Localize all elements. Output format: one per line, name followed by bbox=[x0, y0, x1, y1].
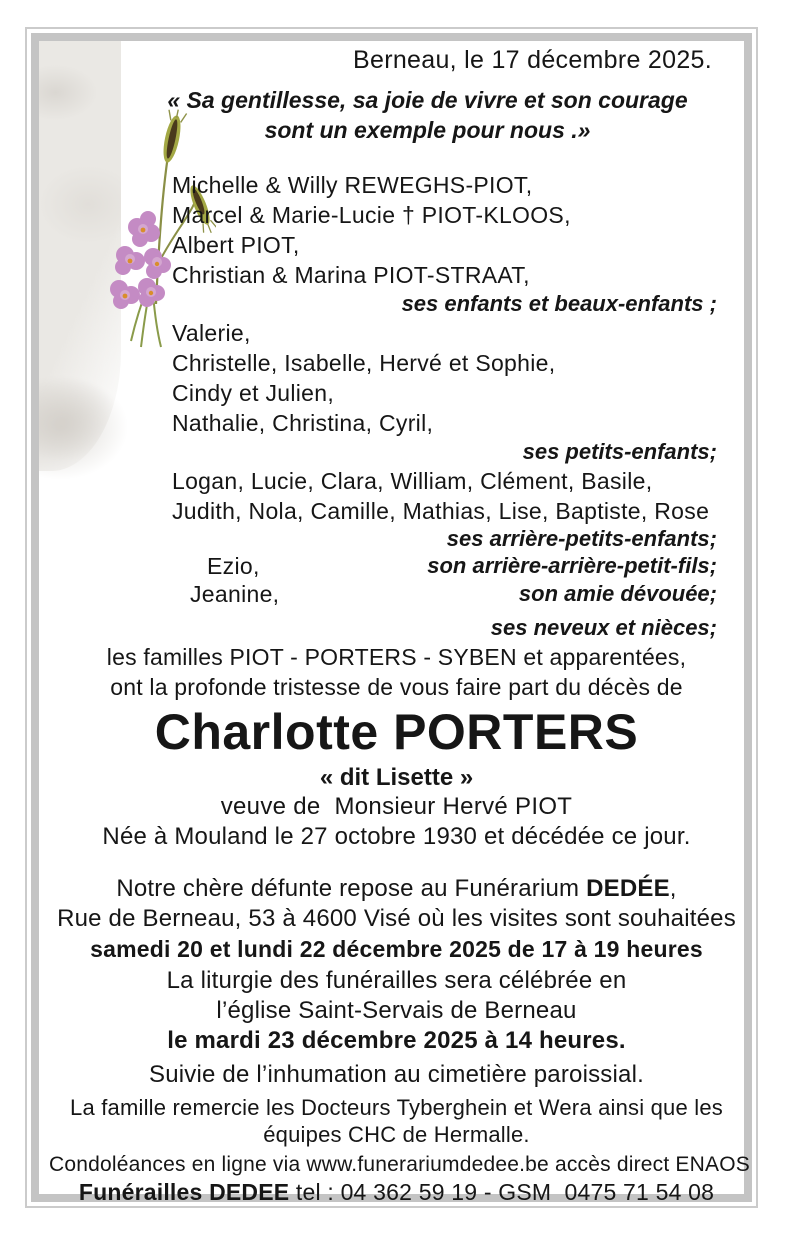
family-name-line: Valerie, bbox=[172, 320, 251, 346]
dateline: Berneau, le 17 décembre 2025. bbox=[353, 46, 712, 74]
thanks-section bbox=[39, 1094, 744, 1148]
announcement-line: ont la profonde tristesse de vous faire part du décès de bbox=[110, 674, 683, 700]
family-name-line: Cindy et Julien, bbox=[172, 380, 335, 406]
families-line: les familles PIOT - PORTERS - SYBEN et apparentées, bbox=[106, 644, 687, 670]
widow-line: veuve de Monsieur Hervé PIOT bbox=[220, 793, 573, 820]
birth-death-line: Née à Mouland le 27 octobre 1930 et décédée ce jour. bbox=[102, 823, 691, 850]
quote-line: « Sa gentillesse, sa joie de vivre et son courage bbox=[167, 87, 688, 113]
liturgy-line: La liturgie des funérailles sera célébrée en bbox=[166, 967, 627, 994]
repose-section bbox=[39, 874, 744, 964]
relation-label-great-grandchildren: ses arrière-petits-enfants; bbox=[446, 526, 717, 551]
repose-prefix: Notre chère défunte repose au Funérarium bbox=[116, 875, 587, 902]
family-name-line: Nathalie, Christina, Cyril, bbox=[172, 410, 434, 436]
repose-line bbox=[49, 874, 744, 904]
liturgy-line: l’église Saint-Servais de Berneau bbox=[216, 997, 577, 1024]
funeral-home-name-footer: Funérailles DEDEE bbox=[78, 1179, 290, 1205]
outer-frame bbox=[25, 27, 758, 1208]
thanks-line: La famille remercie les Docteurs Tyberghein et Wera ainsi que les bbox=[70, 1095, 723, 1120]
deceased-section bbox=[39, 704, 744, 852]
burial-line: Suivie de l’inhumation au cimetière paroissial. bbox=[149, 1061, 644, 1088]
page-title-deceased-name: Charlotte PORTERS bbox=[154, 704, 639, 760]
thanks-line: équipes CHC de Hermalle. bbox=[263, 1122, 530, 1147]
liturgy-date-line: le mardi 23 décembre 2025 à 14 heures. bbox=[167, 1027, 626, 1054]
address-line: Rue de Berneau, 53 à 4600 Visé où les visites sont souhaitées bbox=[57, 905, 736, 932]
family-name-line: Marcel & Marie-Lucie † PIOT-KLOOS, bbox=[172, 202, 571, 228]
relation-label-nephews: ses neveux et nièces; bbox=[490, 615, 717, 640]
liturgy-section bbox=[39, 966, 744, 1056]
deceased-nickname: « dit Lisette » bbox=[319, 764, 474, 791]
burial-section bbox=[39, 1060, 744, 1090]
family-name-line: Michelle & Willy REWEGHS-PIOT, bbox=[172, 172, 533, 198]
footer-section bbox=[39, 1152, 750, 1206]
family-name-line: Christian & Marina PIOT-STRAAT, bbox=[172, 262, 530, 288]
family-name-line: Logan, Lucie, Clara, William, Clément, Basile, bbox=[172, 468, 653, 494]
family-name-line: Albert PIOT, bbox=[172, 232, 300, 258]
announcement-content bbox=[39, 41, 750, 1205]
relation-label-children: ses enfants et beaux-enfants ; bbox=[401, 291, 717, 316]
family-list bbox=[39, 170, 744, 702]
relation-label-grandchildren: ses petits-enfants; bbox=[522, 439, 717, 464]
memorial-quote bbox=[39, 85, 744, 145]
repose-suffix: , bbox=[669, 875, 677, 902]
condolences-line: Condoléances en ligne via www.funerariumdedee.be accès direct ENAOS bbox=[49, 1153, 750, 1176]
relation-label-great-great-grandson: son arrière-arrière-petit-fils; bbox=[427, 553, 717, 578]
quote-line: sont un exemple pour nous .» bbox=[264, 117, 591, 143]
relation-label-devoted-friend: son amie dévouée; bbox=[518, 581, 717, 606]
inner-frame bbox=[31, 33, 752, 1205]
contact-line bbox=[49, 1178, 744, 1206]
family-name-line: Judith, Nola, Camille, Mathias, Lise, Baptiste, Rose bbox=[172, 498, 710, 524]
family-split-line bbox=[39, 552, 744, 580]
contact-details: tel : 04 362 59 19 - GSM 0475 71 54 08 bbox=[289, 1179, 715, 1205]
visits-line: samedi 20 et lundi 22 décembre 2025 de 17 à 19 heures bbox=[90, 936, 703, 962]
family-name-line: Christelle, Isabelle, Hervé et Sophie, bbox=[172, 350, 556, 376]
family-name-line: Ezio, bbox=[207, 553, 260, 579]
family-name-line: Jeanine, bbox=[190, 581, 280, 607]
family-split-line bbox=[39, 580, 744, 608]
funeral-home-name: DEDÉE bbox=[586, 875, 670, 902]
